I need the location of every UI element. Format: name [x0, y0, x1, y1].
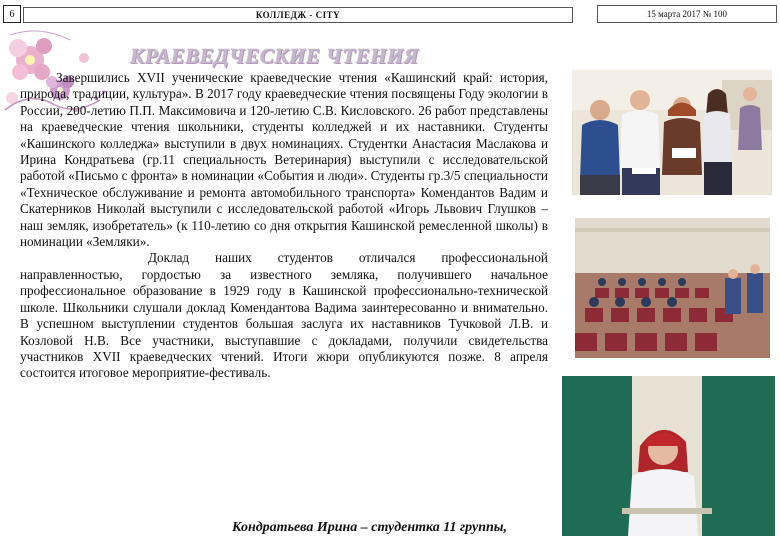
photo-students-seated-icon: [572, 70, 772, 195]
article-signature: Кондратьева Ирина – студентка 11 группы,: [232, 520, 507, 535]
article-paragraph-1: Завершились XVII ученические краеведческие чтения «Кашинский край: история, природа, традиции, культура». В 2017 году краеведческие чтения посвящены Году экологии в России, 200-летию П.П. Максимовича и 120-летию С.В. Кисловского. 26 работ представлены на краеведческие чтения школьники, студенты колледжей и их наставники. Студенты «Кашинского колледжа» выступили в двух номинациях. Студентки Анастасия Маслакова и Ирина Кондратьева (гр.11 специальность Ветеринария) выступили с исследовательской работой «Письмо с фронта» в номинации «События и люди». Студенты гр.3/5 специальности «Техническое обслуживание и ремонта автомобильного транспорта» Комендантов Вадим и Скатерников Николай выступили с исследовательской работой «Игорь Львович Глушков – наш земляк, изобретатель» (к 110-летию со дня открытия Кашинской ремесленной школы) в номинации «Земляки».: [20, 70, 548, 250]
article-body: [20, 70, 548, 382]
photo-auditorium-icon: [575, 218, 770, 358]
newspaper-name: КОЛЛЕДЖ - CITY: [23, 7, 573, 23]
article-paragraph-2: Доклад наших студентов отличался профессиональной направленностью, гордостью за известного земляка, получившего начальное профессиональное образование в 1929 году в Кашинской профессионально-технической школе. Школьники слушали доклад Комендантова Вадима заинтересованно и внимательно. В успешном выступлении студентов большая заслуга их наставников Тучковой Л.В. и Козловой Н.В. Все участники, выступавшие с докладами, получили свидетельства участников XVII краеведческих чтений. Итоги жюри опубликуются позже. 8 апреля состоится итоговое мероприятие-фестиваль.: [20, 250, 548, 381]
photo-speaker-icon: [562, 376, 775, 536]
article-title: КРАЕВЕДЧЕСКИЕ ЧТЕНИЯ: [130, 44, 419, 68]
issue-date: 15 марта 2017 № 100: [597, 5, 777, 23]
page-number: 6: [3, 5, 21, 23]
